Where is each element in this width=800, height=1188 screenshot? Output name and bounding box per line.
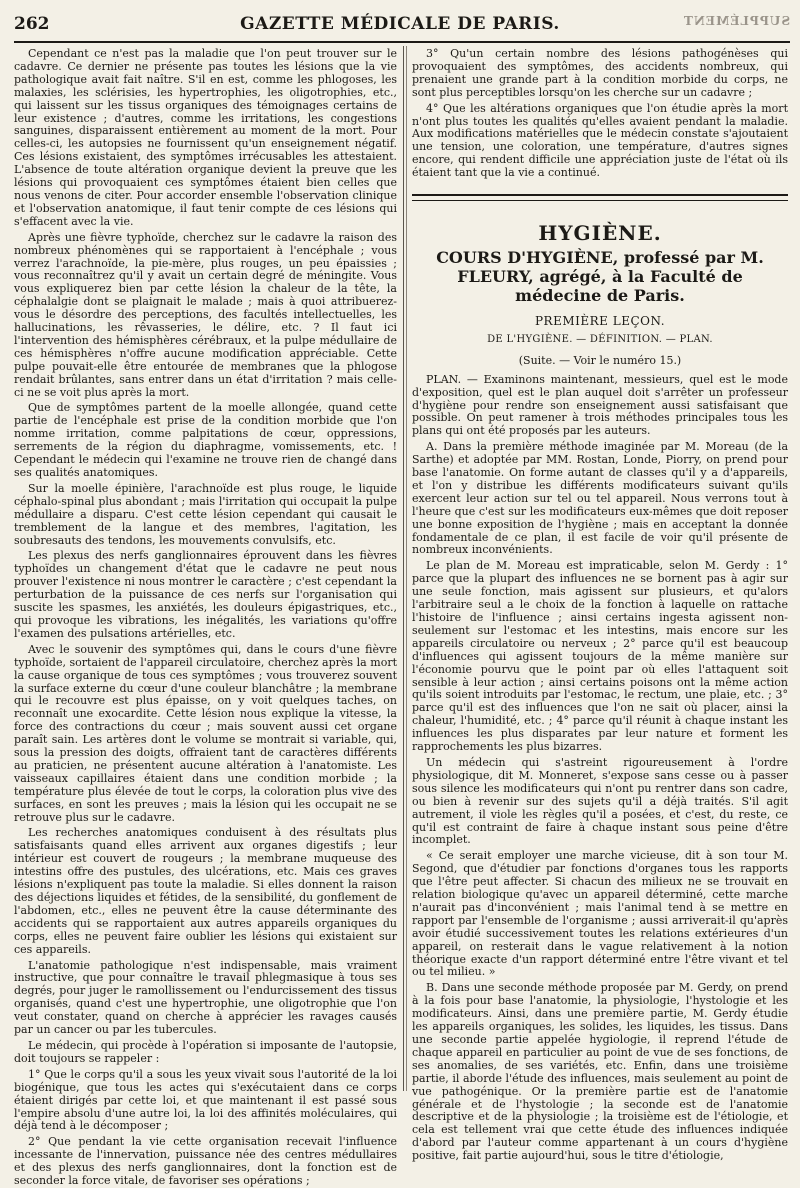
paragraph: Le médecin, qui procède à l'opération si imposante de l'autopsie, doit toujours se rappeler : [14,1038,397,1065]
column-divider [403,46,404,1091]
paragraph: Le plan de M. Moreau est impraticable, selon M. Gerdy : 1° parce que la plupart des influences ne se bornent pas à agir sur une seule fonction, mais agissent sur plusieurs, et qu'alors l'arbitraire seul a le choix de la fonction à laquelle on rattache l'histoire de l'influence ; ainsi certains ingesta agissent non-seulement sur l'estomac et les intestins, mais encore sur les appareils circulatoire ou nerveux ; 2° parce qu'il est beaucoup d'influences qui agissent toujours de la même manière sur l'économie pourvu que le point par où elles l'attaquent soit sensible à leur action ; ainsi certains poisons ont la même action qu'ils soient introduits par l'estomac, le rectum, une plaie, etc. ; 3° parce qu'il est des influences que l'on ne sait où placer, ainsi la chaleur, l'humidité, etc. ; 4° parce qu'il réunit à chaque instant les influences les plus disparates par leur nature et forment les rapprochements les plus bizarres. [412,559,788,754]
paragraph: PLAN. — Examinons maintenant, messieurs, quel est le mode d'exposition, quel est le plan auquel doit s'arrêter un professeur d'hygiène pour rendre son enseignement aussi satisfaisant que possible. On peut ramener à trois méthodes principales tous les plans qui ont été proposés par les auteurs. [412,372,788,438]
running-title: GAZETTE MÉDICALE DE PARIS. [240,14,560,34]
page-number: 262 [14,14,50,34]
lecture-subtitle: DE L'HYGIÈNE. — DÉFINITION. — PLAN. [487,333,713,345]
paragraph: Que de symptômes partent de la moelle allongée, quand cette partie de l'encéphale est prise de la condition morbide que l'on nomme irritation, comme palpitations de cœur, oppressions, serrements de la région du diaphragme, vomissements, etc. ! Cependant le médecin qui l'examine ne trouve rien de changé dans ses qualités anatomiques. [14,401,397,479]
header-rule [14,41,790,43]
paragraph: 2° Que pendant la vie cette organisation recevait l'influence incessante de l'innervation, puissance née des centres médullaires et des plexus des nerfs ganglionnaires, dont la fonction est de seconder la force vitale, de favoriser ses opérations ; [14,1135,397,1188]
paragraph: A. Dans la première méthode imaginée par M. Moreau (de la Sarthe) et adoptée par MM. Rostan, Londe, Piorry, on prend pour base l'anatomie. On forme autant de classes qu'il y a d'appareils, et l'on y distribue les différents modificateurs suivant qu'ils exercent leur action sur tel ou tel appareil. Nous verrons tout à l'heure que c'est sur les modificateurs eux-mêmes que doit reposer une bonne exposition de l'hygiène ; mais en acceptant la donnée fondamentale de ce plan, il est facile de voir qu'il présente de nombreux inconvénients. [412,440,788,557]
left-column [14,47,397,1188]
paragraph: Un médecin qui s'astreint rigoureusement à l'ordre physiologique, dit M. Monneret, s'expose sans cesse ou à passer sous silence les modificateurs qui n'ont pu rentrer dans son cadre, ou bien à revenir sur des sujets qu'il a déjà traités. S'il agit autrement, il viole les règles qu'il a posées, et c'est, du reste, ce qu'il est contraint de faire à chaque instant sous peine d'être incomplet. [412,755,788,847]
paragraph: Les recherches anatomiques conduisent à des résultats plus satisfaisants quand elles arrivent aux organes digestifs ; leur intérieur est couvert de rougeurs ; la membrane muqueuse des intestins offre des pustules, des ulcérations, etc. Mais ces graves lésions n'expliquent pas toute la maladie. Si elles donnent la raison des déjections liquides et fétides, de la sensibilité, du gonflement de l'abdomen, etc., elles ne peuvent être la cause déterminante des accidents qui se rapportaient aux autres appareils organiques du corps, elles ne peuvent faire oublier les lésions qui existaient sur ces appareils. [14,826,397,956]
paragraph: B. Dans une seconde méthode proposée par M. Gerdy, on prend à la fois pour base l'anatomie, la physiologie, l'hystologie et les modificateurs. Ainsi, dans une première partie, M. Gerdy étudie les appareils organiques, les solides, les liquides, les tissus. Dans une seconde partie appelée hygiologie, il reprend l'étude de chaque appareil en particulier au point de vue de ses fonctions, de ses anomalies, de ses variétés, etc. Enfin, dans une troisième partie, il aborde l'étude des influences, mais seulement au point de vue pathogénique. Or la première partie est de l'anatomie générale et de l'hystologie ; la seconde est de l'anatomie descriptive et de la physiologie ; la troisième est de l'étiologie, et cela est tellement vrai que cette étude des influences indiquée d'abord par l'auteur comme appartenant à un cours d'hygiène positive, fait partie aujourd'hui, sous le titre d'étiologie, [412,981,788,1163]
paragraph: 4° Que les altérations organiques que l'on étudie après la mort n'ont plus toutes les qualités qu'elles avaient pendant la maladie. Aux modifications matérielles que le médecin constate s'ajoutaient une tension, une coloration, une température, d'autres signes encore, qui rendent difficile une appréciation juste de l'état où ils étaient tant que la vie a continué. [412,101,788,180]
paragraph: 1° Que le corps qu'il a sous les yeux vivait sous l'autorité de la loi biogénique, que tous les actes qui s'exécutaient dans ce corps étaient dirigés par cette loi, et que maintenant il est passé sous l'empire absolu d'une autre loi, la loi des affinités moléculaires, qui déjà tend à le décomposer ; [14,1067,397,1133]
paragraph: Cependant ce n'est pas la maladie que l'on peut trouver sur le cadavre. Ce dernier ne présente pas toutes les lésions que la vie pathologique avait fait naître. S'il en est, comme les phlogoses, les malaxies, les sclérisies, les hypertrophies, les oligotrophies, etc., qui laissent sur les tissus organiques des témoignages certains de leur existence ; d'autres, comme les irritations, les congestions sanguines, disparaissent entièrement au moment de la mort. Pour celles-ci, les autopsies ne fournissent qu'un enseignement négatif. Ces lésions existaient, des symptômes irrécusables les attestaient. L'absence de toute altération organique devient la preuve que les lésions qui provoquaient ces symptômes étaient bien celles que nous venons de citer. Pour accorder ensemble l'observation clinique et l'observation anatomique, il faut tenir compte de ces lésions qui s'effacent avec la vie. [14,47,397,228]
paragraph: L'anatomie pathologique n'est indispensable, mais vraiment instructive, que pour connaître le travail phlegmasique à tous ses degrés, pour juger le ramollissement ou l'endurcissement des tissus organisés, quand c'est une hypertrophie, une oligotrophie que l'on veut constater, quand on cherche à apprécier les ravages causés par un cancer ou par les tubercules. [14,958,397,1037]
paragraph: 3° Qu'un certain nombre des lésions pathogénèses qui provoquaient des symptômes, des accidents nombreux, qui prenaient une grande part à la condition morbide du corps, ne sont plus perceptibles lorsqu'on les cherche sur un cadavre ; [412,47,788,99]
section-rule [412,194,788,196]
right-column [412,47,788,1163]
section-rule [412,200,788,201]
course-title: COURS D'HYGIÈNE, professé par M. FLEURY, agrégé, à la Faculté de médecine de Paris. [436,247,764,305]
paragraph: Les plexus des nerfs ganglionnaires éprouvent dans les fièvres typhoïdes un changement d'état que le cadavre ne peut nous prouver l'existence ni nous montrer le caractère ; c'est cependant la perturbation de la puissance de ces nerfs sur l'organisation qui suscite les spasmes, les anxiétés, les douleurs épigastriques, etc., qui provoque les vibrations, les inégalités, les variations qu'offre l'examen des pulsations artérielles, etc. [14,549,397,640]
paragraph: Après une fièvre typhoïde, cherchez sur le cadavre la raison des nombreux phénomènes qui se rapportaient à l'encéphale ; vous verrez l'arachnoïde, la pie-mère, plus rouges, un peu épaissies ; vous reconnaîtrez qu'il y avait un certain degré de méningite. Vous vous expliquerez bien par cette lésion la chaleur de la tête, la céphalalgie dont se plaignait le malade ; mais à quoi attribuerez-vous le désordre des perceptions, des facultés intellectuelles, les hallucinations, les rêvasseries, le délire, etc. ? Il faut ici l'intervention des hémisphères cérébraux, et la pulpe médullaire de ces hémisphères n'offre aucune modification appréciable. Cette pulpe pouvait-elle être entourée de membranes que la phlogose rendait brûlantes, sans entrer dans un état d'irritation ? mais celle-ci ne se voit plus après la mort. [14,230,397,399]
paragraph: Avec le souvenir des symptômes qui, dans le cours d'une fièvre typhoïde, sortaient de l'appareil circulatoire, cherchez après la mort la cause organique de tous ces symptômes ; vous trouverez souvent la surface externe du cœur d'une couleur blanchâtre ; la membrane qui le recouvre est plus épaisse, on y voit quelques taches, on reconnaît une exocardite. Cette lésion nous explique la vitesse, la force des contractions du cœur ; mais souvent aussi cet organe paraît sain. Les artères dont le volume se montrait si variable, qui, sous la pression des doigts, offraient tant de caractères différents au praticien, ne présentent aucune altération à l'anatomiste. Les vaisseaux capillaires étaient dans une condition morbide ; la température plus élevée de tout le corps, la coloration plus vive des surfaces, en sont les preuves ; mais la lésion qui les occupait ne se retrouve plus sur le cadavre. [14,642,397,824]
page-header [0,0,800,44]
section-title: HYGIÈNE. [538,221,662,246]
lecture-heading: PREMIÈRE LEÇON. [534,313,666,328]
column-divider [406,46,407,1091]
paragraph: « Ce serait employer une marche vicieuse, dit à son tour M. Segond, que d'étudier par fonctions d'organes tous les rapports que l'être peut affecter. Si chacun des milieux ne se trouvait en relation biologique qu'avec un appareil déterminé, cette marche n'aurait pas d'inconvénient ; mais l'animal tend à se mettre en rapport par l'ensemble de l'organisme ; aussi arriverait-il qu'après avoir étudié successivement toutes les relations extérieures d'un appareil, on resterait dans le vague relativement à la notion théorique exacte d'un rapport déterminé entre l'être vivant et tel ou tel milieu. » [412,849,788,979]
paragraph: Sur la moelle épinière, l'arachnoïde est plus rouge, le liquide céphalo-spinal plus abondant ; mais l'irritation qui occupait la pulpe médullaire a disparu. C'est cette lésion cependant qui causait le tremblement de la langue et des membres, l'agitation, les soubresauts des tendons, les mouvements convulsifs, etc. [14,481,397,547]
supplement-bleedthrough: SUPPLÉMENT [682,14,790,28]
continuation-note: (Suite. — Voir le numéro 15.) [518,353,682,367]
